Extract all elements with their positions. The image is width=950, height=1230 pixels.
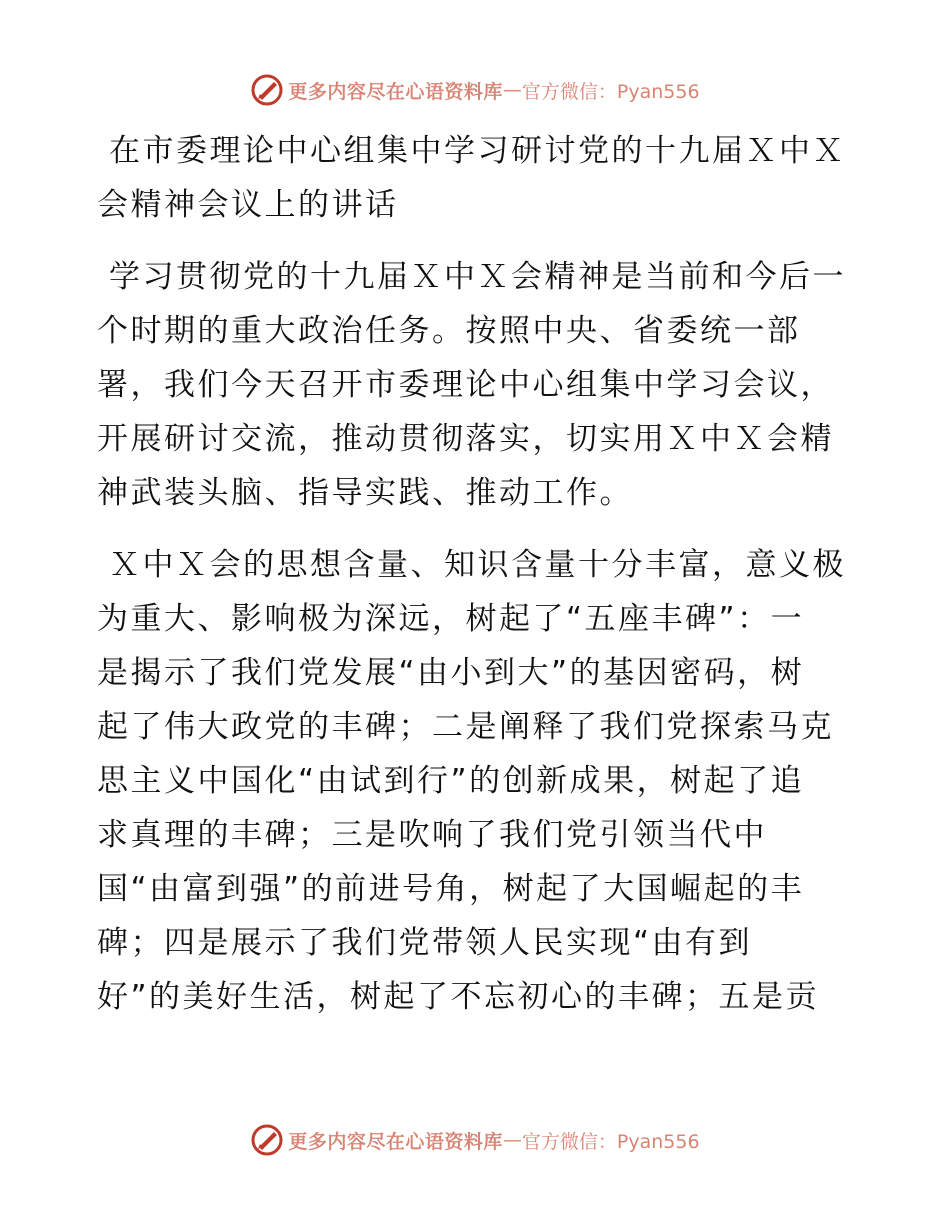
- brand-logo-icon: [250, 73, 284, 107]
- paragraph-line: Ｘ中Ｘ会的思想含量、知识含量十分丰富，意义极: [109, 547, 846, 583]
- paragraph-line: 碑；四是展示了我们党带领人民实现“由有到: [97, 925, 753, 961]
- watermark-contact: 官方微信：Pyan556: [521, 80, 700, 103]
- watermark-separator: —: [502, 79, 522, 101]
- paragraph-line: 个时期的重大政治任务。按照中央、省委统一部: [97, 313, 801, 349]
- paragraph-intro: [97, 250, 857, 520]
- watermark-footer: [0, 1120, 950, 1160]
- watermark-brand: 更多内容尽在心语资料库: [288, 1130, 503, 1153]
- paragraph-line: 是揭示了我们党发展“由小到大”的基因密码，树: [97, 655, 805, 691]
- brand-logo-icon: [250, 1123, 284, 1157]
- paragraph-line: 为重大、影响极为深远，树起了“五座丰碑”：一: [97, 601, 805, 637]
- paragraph-five-monuments: [97, 538, 857, 1024]
- paragraph-line: 国“由富到强”的前进号角，树起了大国崛起的丰: [97, 871, 805, 907]
- watermark-header: [0, 70, 950, 110]
- paragraph-line: 起了伟大政党的丰碑；二是阐释了我们党探索马克: [97, 709, 834, 745]
- paragraph-line: 学习贯彻党的十九届Ｘ中Ｘ会精神是当前和今后一: [109, 259, 846, 295]
- paragraph-line: 神武装头脑、指导实践、推动工作。: [97, 475, 633, 511]
- watermark-contact: 官方微信：Pyan556: [521, 1130, 700, 1153]
- document-title: [97, 124, 857, 232]
- title-line: 在市委理论中心组集中学习研讨党的十九届Ｘ中Ｘ: [109, 133, 846, 169]
- paragraph-line: 好”的美好生活，树起了不忘初心的丰碑；五是贡: [97, 979, 820, 1015]
- paragraph-line: 开展研讨交流，推动贯彻落实，切实用Ｘ中Ｘ会精: [97, 421, 834, 457]
- watermark-separator: —: [502, 1129, 522, 1151]
- paragraph-line: 求真理的丰碑；三是吹响了我们党引领当代中: [97, 817, 767, 853]
- document-body: [97, 124, 857, 1024]
- paragraph-line: 思主义中国化“由试到行”的创新成果，树起了追: [97, 763, 805, 799]
- paragraph-line: 署，我们今天召开市委理论中心组集中学习会议，: [97, 367, 834, 403]
- title-line: 会精神会议上的讲话: [97, 187, 399, 223]
- watermark-brand: 更多内容尽在心语资料库: [288, 80, 503, 103]
